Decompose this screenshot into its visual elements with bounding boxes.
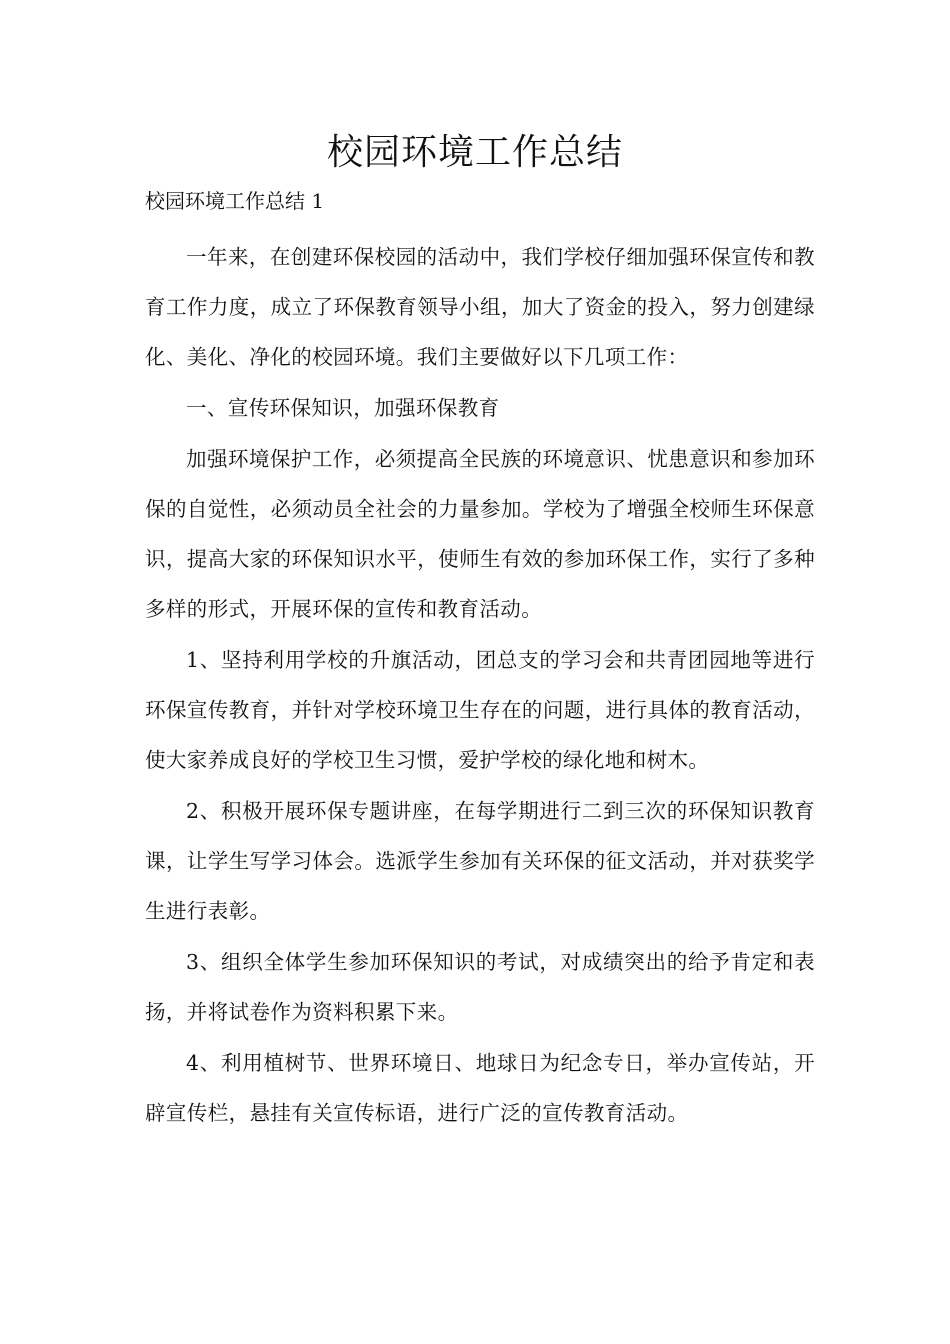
document-body bbox=[145, 232, 815, 1139]
list-item-4: 4、利用植树节、世界环境日、地球日为纪念专日，举办宣传站，开辟宣传栏，悬挂有关宣传标语，进行广泛的宣传教育活动。 bbox=[145, 1051, 815, 1125]
section-heading-1: 一、宣传环保知识，加强环保教育 bbox=[186, 396, 500, 420]
paragraph-awareness: 加强环境保护工作，必须提高全民族的环境意识、忧患意识和参加环保的自觉性，必须动员全社会的力量参加。学校为了增强全校师生环保意识，提高大家的环保知识水平，使师生有效的参加环保工作，实行了多种多样的形式，开展环保的宣传和教育活动。 bbox=[145, 447, 815, 621]
list-item-1: 1、坚持利用学校的升旗活动，团总支的学习会和共青团园地等进行环保宣传教育，并针对学校环境卫生存在的问题，进行具体的教育活动，使大家养成良好的学校卫生习惯，爱护学校的绿化地和树木。 bbox=[145, 648, 815, 772]
section-subtitle: 校园环境工作总结 1 bbox=[145, 189, 325, 213]
list-item-2: 2、积极开展环保专题讲座，在每学期进行二到三次的环保知识教育课，让学生写学习体会。选派学生参加有关环保的征文活动，并对获奖学生进行表彰。 bbox=[145, 799, 815, 923]
document-title: 校园环境工作总结 bbox=[326, 132, 623, 173]
list-item-3: 3、组织全体学生参加环保知识的考试，对成绩突出的给予肯定和表扬，并将试卷作为资料积累下来。 bbox=[145, 950, 815, 1024]
paragraph-intro: 一年来，在创建环保校园的活动中，我们学校仔细加强环保宣传和教育工作力度，成立了环保教育领导小组，加大了资金的投入，努力创建绿化、美化、净化的校园环境。我们主要做好以下几项工作： bbox=[145, 245, 815, 369]
